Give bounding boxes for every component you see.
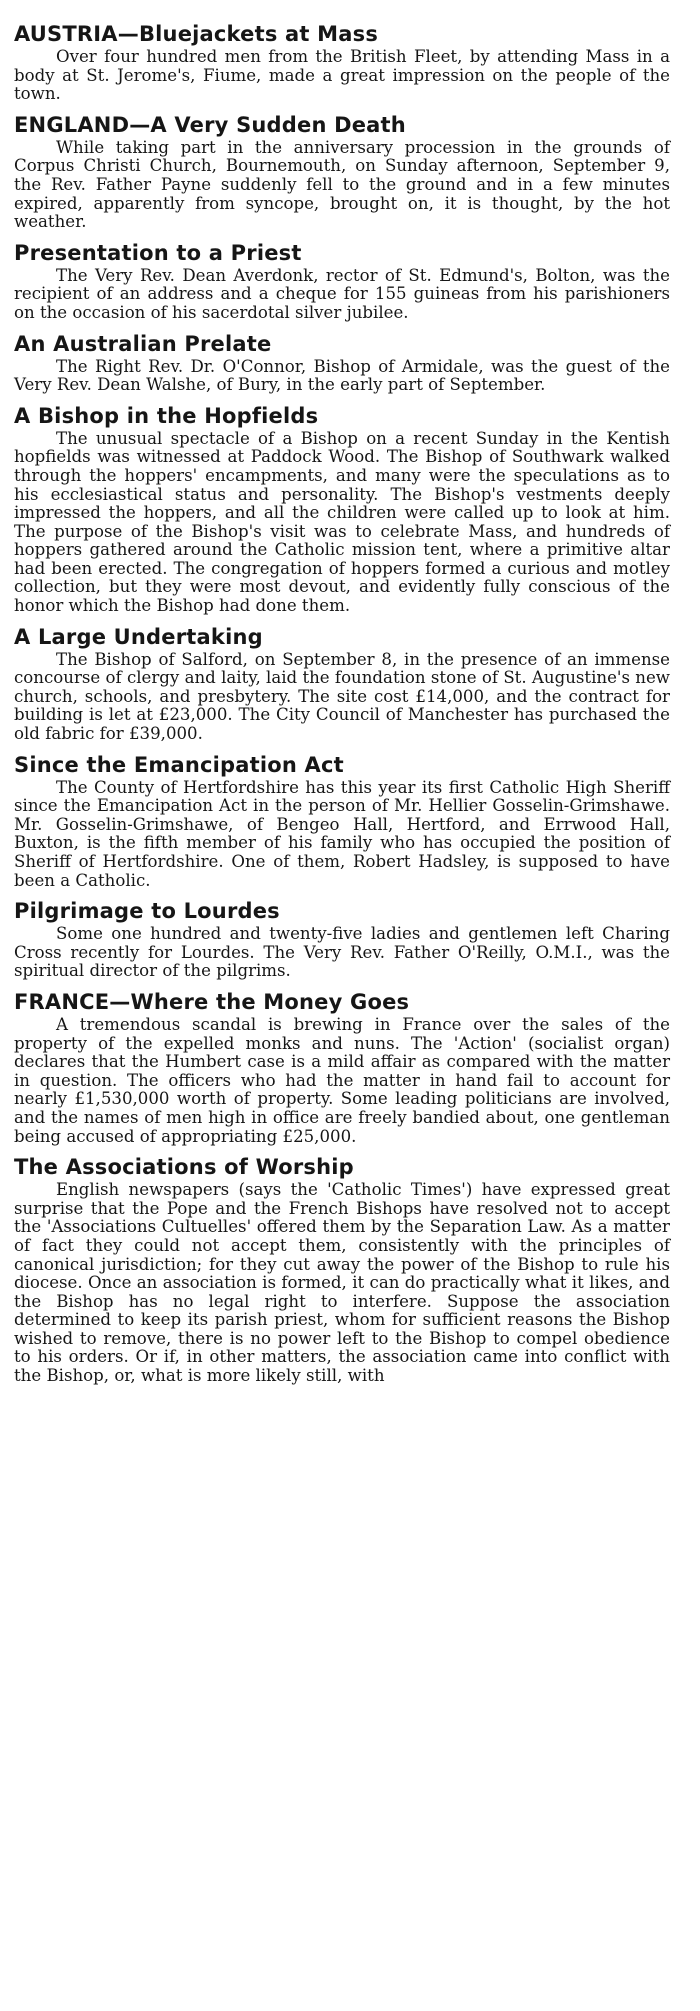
article-associations	[14, 1155, 670, 1386]
article-body: English newspapers (says the 'Catholic Times') have expressed great surprise that the Pope and the French Bishops have resolved not to accept the 'Associations Cultuelles' offered them by the Separation Law. As a matter of fact they could not accept them, consistently with the principles of canonical jurisdiction; for they cut away the power of the Bishop to rule his diocese. Once an association is formed, it can do practically what it likes, and the Bishop has no legal right to interfere. Suppose the association determined to keep its parish priest, whom for sufficient reasons the Bishop wished to remove, there is no power left to the Bishop to compel obedience to his orders. Or if, in other matters, the association came into conflict with the Bishop, or, what is more likely still, with	[14, 1180, 670, 1386]
article-pilgrimage	[14, 899, 670, 981]
article-emancipation-act	[14, 753, 670, 891]
headline: An Australian Prelate	[14, 331, 272, 356]
article-australian-prelate	[14, 332, 670, 395]
article-body: The unusual spectacle of a Bishop on a recent Sunday in the Kentish hopfields was witnessed at Paddock Wood. The Bishop of Southwark walked through the hoppers' encampments, and many were the speculations as to his ecclesiastical status and personality. The Bishop's vestments deeply impressed the hoppers, and all the children were called up to look at him. The purpose of the Bishop's visit was to celebrate Mass, and hundreds of hoppers gathered around the Catholic mission tent, where a primitive altar had been erected. The congregation of hoppers formed a curious and motley collection, but they were most devout, and evidently fully conscious of the honor which the Bishop had done them.	[14, 428, 670, 616]
headline: Since the Emancipation Act	[14, 752, 344, 777]
article-body: The Bishop of Salford, on September 8, in the presence of an immense concourse of clergy and laity, laid the foundation stone of St. Augustine's new church, schools, and presbytery. The site cost £14,000, and the contract for building is let at £23,000. The City Council of Manchester has purchased the old fabric for £39,000.	[14, 649, 670, 744]
article-large-undertaking	[14, 625, 670, 744]
headline: ENGLAND—A Very Sudden Death	[14, 112, 406, 137]
headline: A Bishop in the Hopfields	[14, 403, 319, 428]
article-france	[14, 990, 670, 1146]
headline: Presentation to a Priest	[14, 240, 302, 265]
news-column	[14, 22, 670, 1395]
article-presentation	[14, 241, 670, 323]
article-body: Some one hundred and twenty-five ladies and gentlemen left Charing Cross recently for Lourdes. The Very Rev. Father O'Reilly, O.M.I., was the spiritual director of the pilgrims.	[14, 924, 670, 981]
article-body: The Right Rev. Dr. O'Connor, Bishop of Armidale, was the guest of the Very Rev. Dean Walshe, of Bury, in the early part of September.	[14, 356, 670, 395]
article-body: While taking part in the anniversary procession in the grounds of Corpus Christi Church, Bournemouth, on Sunday afternoon, September 9, the Rev. Father Payne suddenly fell to the ground and in a few minutes expired, apparently from syncope, brought on, it is thought, by the hot weather.	[14, 137, 670, 232]
article-england	[14, 113, 670, 232]
article-austria	[14, 22, 670, 104]
article-body: The Very Rev. Dean Averdonk, rector of St. Edmund's, Bolton, was the recipient of an address and a cheque for 155 guineas from his parishioners on the occasion of his sacerdotal silver jubilee.	[14, 265, 670, 322]
headline: The Associations of Worship	[14, 1155, 354, 1180]
headline: AUSTRIA—Bluejackets at Mass	[14, 22, 379, 46]
headline: FRANCE—Where the Money Goes	[14, 989, 410, 1014]
article-body: Over four hundred men from the British Fleet, by attending Mass in a body at St. Jerome's, Fiume, made a great impression on the people of the town.	[14, 47, 670, 104]
article-bishop-hopfields	[14, 404, 670, 616]
headline: A Large Undertaking	[14, 624, 263, 649]
headline: Pilgrimage to Lourdes	[14, 899, 280, 924]
article-body: The County of Hertfordshire has this year its first Catholic High Sheriff since the Emancipation Act in the person of Mr. Hellier Gosselin-Grimshawe. Mr. Gosselin-Grimshawe, of Bengeo Hall, Hertford, and Errwood Hall, Buxton, is the fifth member of his family who has occupied the position of Sheriff of Hertfordshire. One of them, Robert Hadsley, is supposed to have been a Catholic.	[14, 777, 670, 890]
article-body: A tremendous scandal is brewing in France over the sales of the property of the expelled monks and nuns. The 'Action' (socialist organ) declares that the Humbert case is a mild affair as compared with the matter in question. The officers who had the matter in hand fail to account for nearly £1,530,000 worth of property. Some leading politicians are involved, and the names of men high in office are freely bandied about, one gentleman being accused of appropriating £25,000.	[14, 1014, 670, 1146]
